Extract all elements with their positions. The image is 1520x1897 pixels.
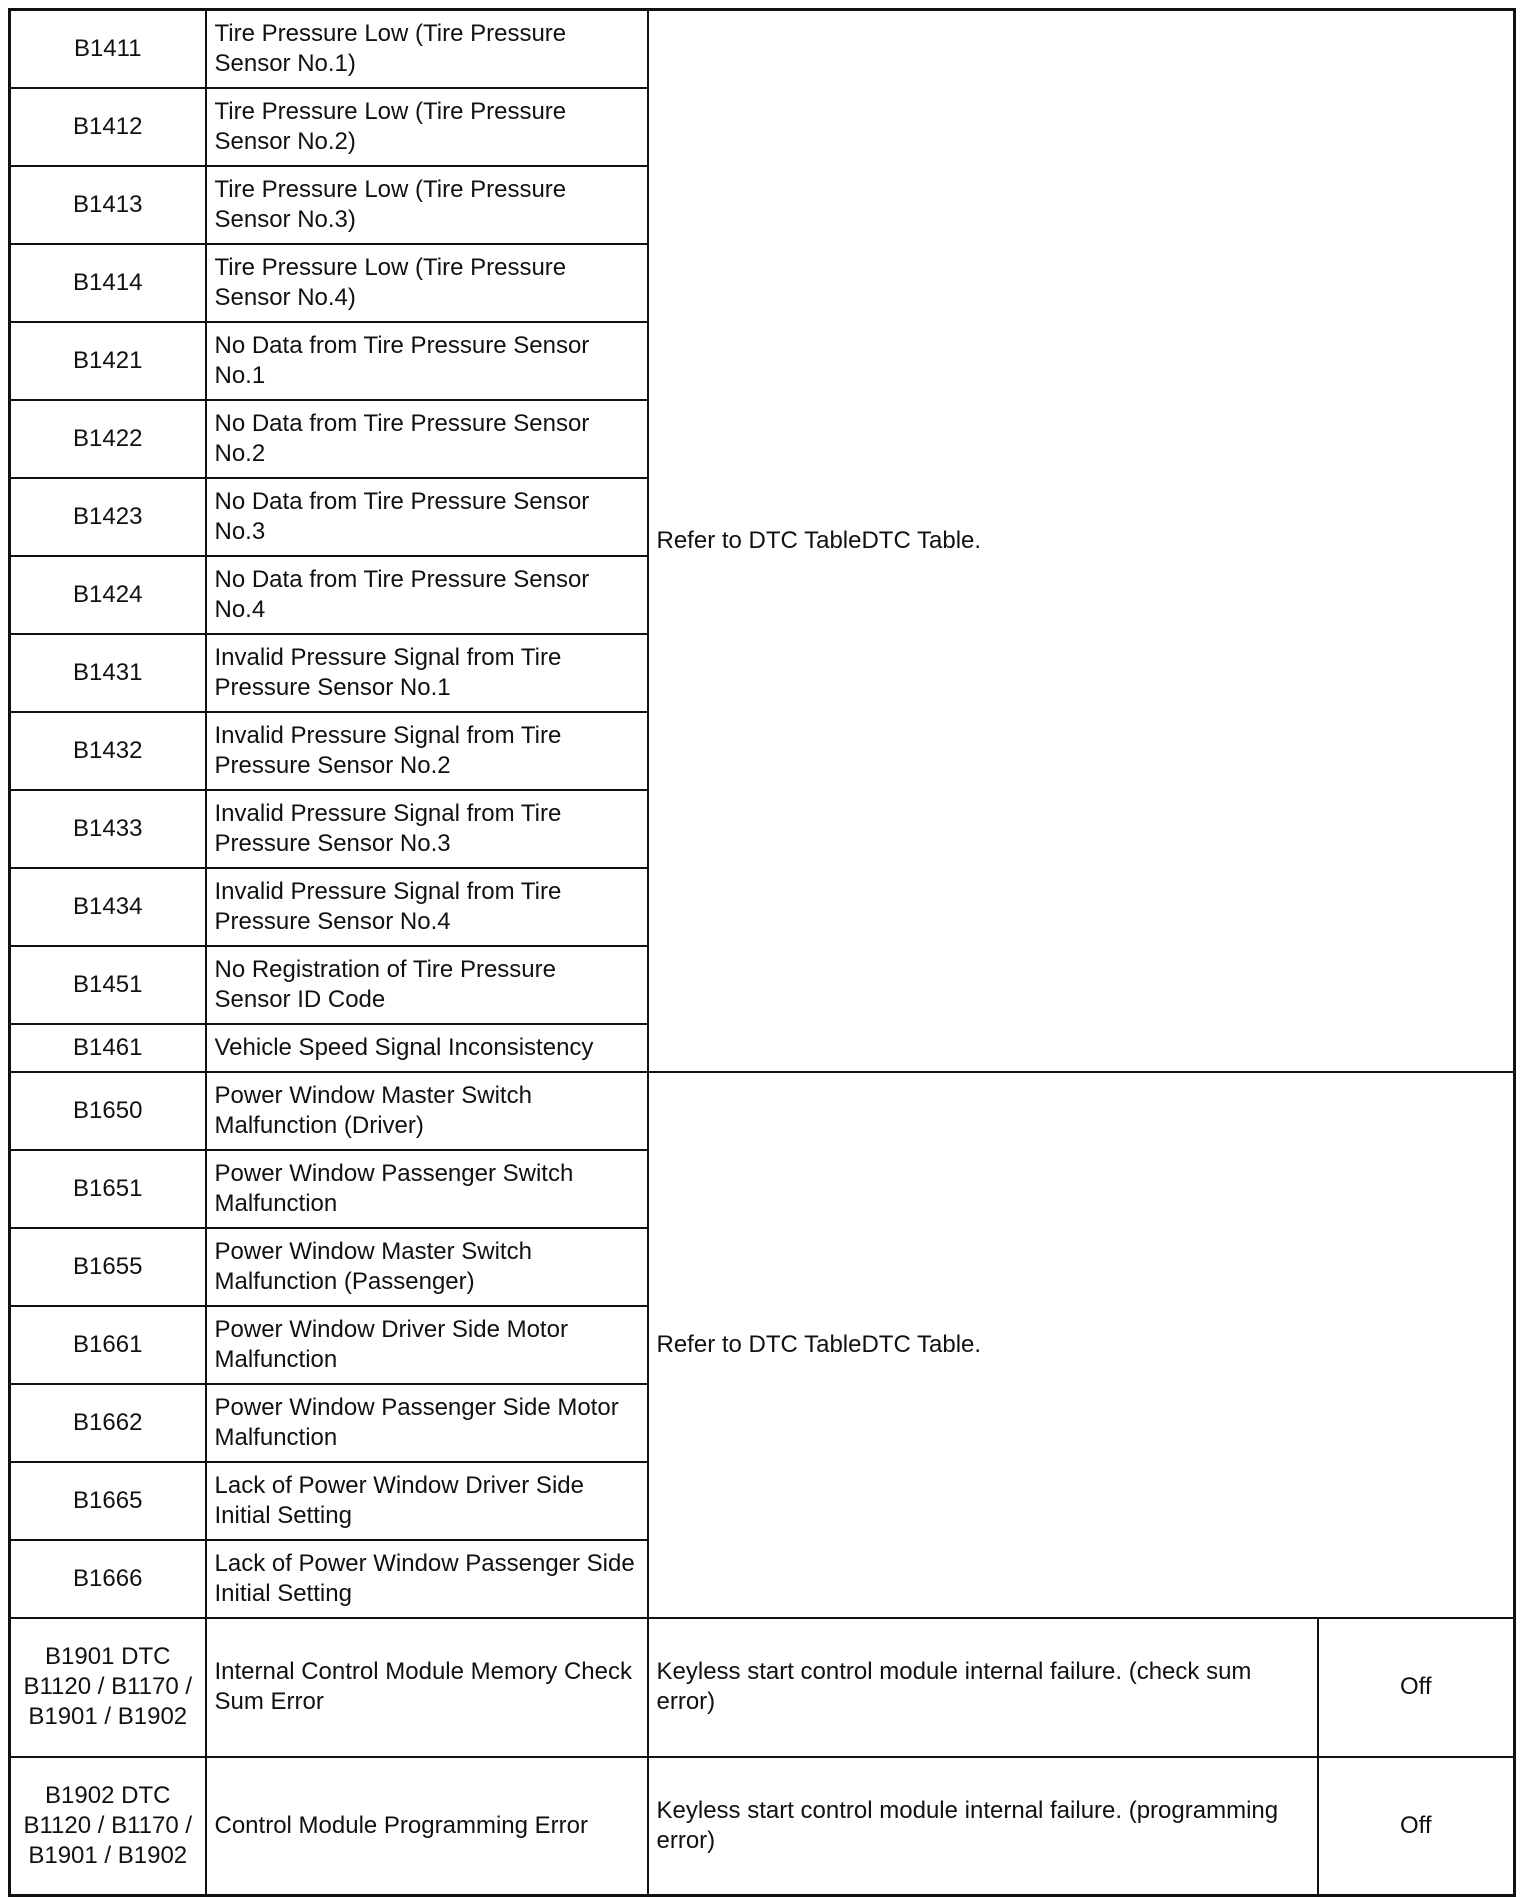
dtc-table-container <box>8 8 1513 1897</box>
dtc-description: Power Window Passenger Side Motor Malfunction <box>206 1384 648 1462</box>
dtc-description: Tire Pressure Low (Tire Pressure Sensor No.2) <box>206 88 648 166</box>
dtc-description: Vehicle Speed Signal Inconsistency <box>206 1024 648 1072</box>
dtc-description: Tire Pressure Low (Tire Pressure Sensor No.4) <box>206 244 648 322</box>
dtc-description: No Registration of Tire Pressure Sensor ID Code <box>206 946 648 1024</box>
dtc-description: Control Module Programming Error <box>206 1757 648 1896</box>
dtc-code: B1461 <box>10 1024 206 1072</box>
dtc-description: Power Window Driver Side Motor Malfunction <box>206 1306 648 1384</box>
dtc-condition: Keyless start control module internal failure. (programming error) <box>648 1757 1318 1896</box>
dtc-code: B1423 <box>10 478 206 556</box>
dtc-description: Lack of Power Window Passenger Side Initial Setting <box>206 1540 648 1618</box>
dtc-code: B1901 DTC B1120 / B1170 / B1901 / B1902 <box>10 1618 206 1757</box>
dtc-code: B1432 <box>10 712 206 790</box>
dtc-state: Off <box>1318 1618 1515 1757</box>
dtc-description: Power Window Passenger Switch Malfunction <box>206 1150 648 1228</box>
dtc-code: B1650 <box>10 1072 206 1150</box>
dtc-code: B1424 <box>10 556 206 634</box>
dtc-code: B1413 <box>10 166 206 244</box>
dtc-description: Invalid Pressure Signal from Tire Pressure Sensor No.4 <box>206 868 648 946</box>
dtc-condition: Keyless start control module internal failure. (check sum error) <box>648 1618 1318 1757</box>
dtc-code: B1655 <box>10 1228 206 1306</box>
dtc-code: B1414 <box>10 244 206 322</box>
dtc-code: B1422 <box>10 400 206 478</box>
table-row <box>10 1618 1515 1757</box>
table-row <box>10 1757 1515 1896</box>
dtc-code: B1431 <box>10 634 206 712</box>
dtc-description: Tire Pressure Low (Tire Pressure Sensor No.3) <box>206 166 648 244</box>
dtc-code: B1666 <box>10 1540 206 1618</box>
dtc-description: Lack of Power Window Driver Side Initial Setting <box>206 1462 648 1540</box>
dtc-code: B1902 DTC B1120 / B1170 / B1901 / B1902 <box>10 1757 206 1896</box>
group-info: Refer to DTC TableDTC Table. <box>648 1072 1515 1618</box>
dtc-code: B1412 <box>10 88 206 166</box>
dtc-code: B1434 <box>10 868 206 946</box>
dtc-description: Power Window Master Switch Malfunction (Passenger) <box>206 1228 648 1306</box>
dtc-description: Invalid Pressure Signal from Tire Pressure Sensor No.3 <box>206 790 648 868</box>
table-row <box>10 10 1515 88</box>
dtc-description: Invalid Pressure Signal from Tire Pressure Sensor No.2 <box>206 712 648 790</box>
dtc-description: Invalid Pressure Signal from Tire Pressure Sensor No.1 <box>206 634 648 712</box>
dtc-code: B1665 <box>10 1462 206 1540</box>
dtc-description: Power Window Master Switch Malfunction (Driver) <box>206 1072 648 1150</box>
table-row <box>10 1072 1515 1150</box>
dtc-code: B1421 <box>10 322 206 400</box>
group-info: Refer to DTC TableDTC Table. <box>648 10 1515 1072</box>
dtc-state: Off <box>1318 1757 1515 1896</box>
dtc-code: B1662 <box>10 1384 206 1462</box>
dtc-code: B1411 <box>10 10 206 88</box>
dtc-code: B1451 <box>10 946 206 1024</box>
dtc-description: No Data from Tire Pressure Sensor No.2 <box>206 400 648 478</box>
dtc-description: No Data from Tire Pressure Sensor No.1 <box>206 322 648 400</box>
dtc-code: B1433 <box>10 790 206 868</box>
dtc-table <box>8 8 1516 1897</box>
dtc-description: Tire Pressure Low (Tire Pressure Sensor No.1) <box>206 10 648 88</box>
dtc-code: B1651 <box>10 1150 206 1228</box>
dtc-description: Internal Control Module Memory Check Sum Error <box>206 1618 648 1757</box>
dtc-description: No Data from Tire Pressure Sensor No.4 <box>206 556 648 634</box>
dtc-description: No Data from Tire Pressure Sensor No.3 <box>206 478 648 556</box>
dtc-code: B1661 <box>10 1306 206 1384</box>
